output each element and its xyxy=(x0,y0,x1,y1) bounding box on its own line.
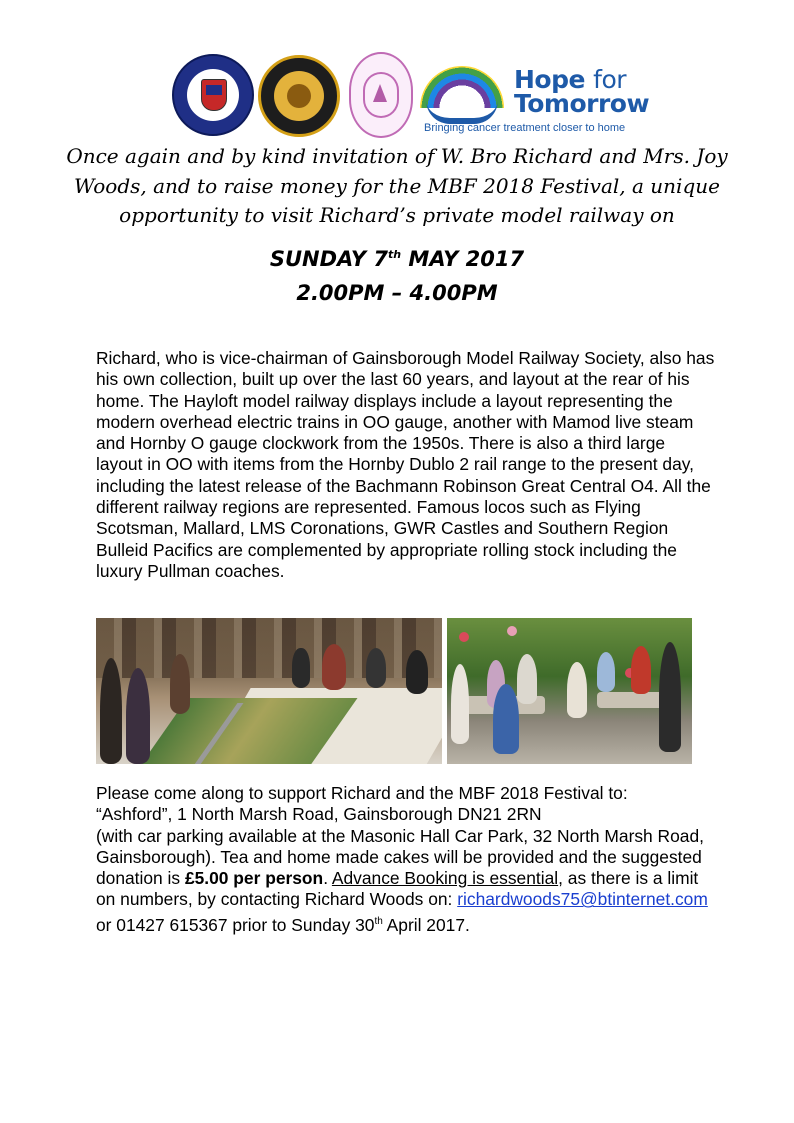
garden-tea-photo xyxy=(447,618,692,764)
model-railway-photo xyxy=(96,618,442,764)
railway-description: Richard, who is vice-chairman of Gainsborough Model Railway Society, also has his own collection, built up over the last 60 years, and layout at the rear of his home. The Hayloft model railway displays include a layout representing the modern overhead electric trains in OO gauge, another with Mamod live steam and Hornby O gauge clockwork from the 1950s. There is also a third large layout in OO with items from the Hornby Dublo 2 rail range to the present day, including the latest release of the Bachmann Robinson Great Central O4. All the different railway regions are represented. Famous locos such as Flying Scotsman, Mallard, LMS Coronations, GWR Castles and Southern Region Bulleid Pacifics are complemented by appropriate rolling stock including the luxury Pullman coaches. xyxy=(96,348,715,581)
email-link[interactable]: richardwoods75@btinternet.com xyxy=(457,889,708,910)
event-date: SUNDAY 7th MAY 2017 xyxy=(269,247,525,271)
swan-icon xyxy=(426,100,498,124)
provincial-seal-logo xyxy=(349,52,413,138)
mark-masons-seal-logo xyxy=(172,54,254,136)
invitation-intro: Once again and by kind invitation of W. Bro Richard and Mrs. Joy Woods, and to raise money for the MBF 2018 Festival, a unique opportunity to visit Richard’s private model railway on xyxy=(66,144,728,227)
event-time: 2.00PM – 4.00PM xyxy=(296,281,498,305)
hope-logo-title: Hope for Tomorrow xyxy=(514,65,650,118)
donation-amount: £5.00 per person xyxy=(184,868,324,889)
benevolent-fund-seal-logo xyxy=(258,55,340,137)
hope-for-tomorrow-logo xyxy=(420,62,650,138)
hope-logo-tagline: Bringing cancer treatment closer to home xyxy=(424,122,626,134)
advance-booking-notice: Advance Booking is essential xyxy=(331,868,559,889)
event-details: Please come along to support Richard and the MBF 2018 Festival to: “Ashford”, 1 North Marsh Road, Gainsborough DN21 2RN (with car parking available at the Masonic Hall Car Park, 32 North Marsh Road, Gainsborough). Tea and home made cakes will be provided and the suggested donation is £5.00 per person. Advance Booking is essential, as there is a limit on numbers, by contacting Richard Woods on: richardwoods75@btinternet.com or 01427 615367 prior to Sunday 30th April 2017. xyxy=(96,783,708,935)
